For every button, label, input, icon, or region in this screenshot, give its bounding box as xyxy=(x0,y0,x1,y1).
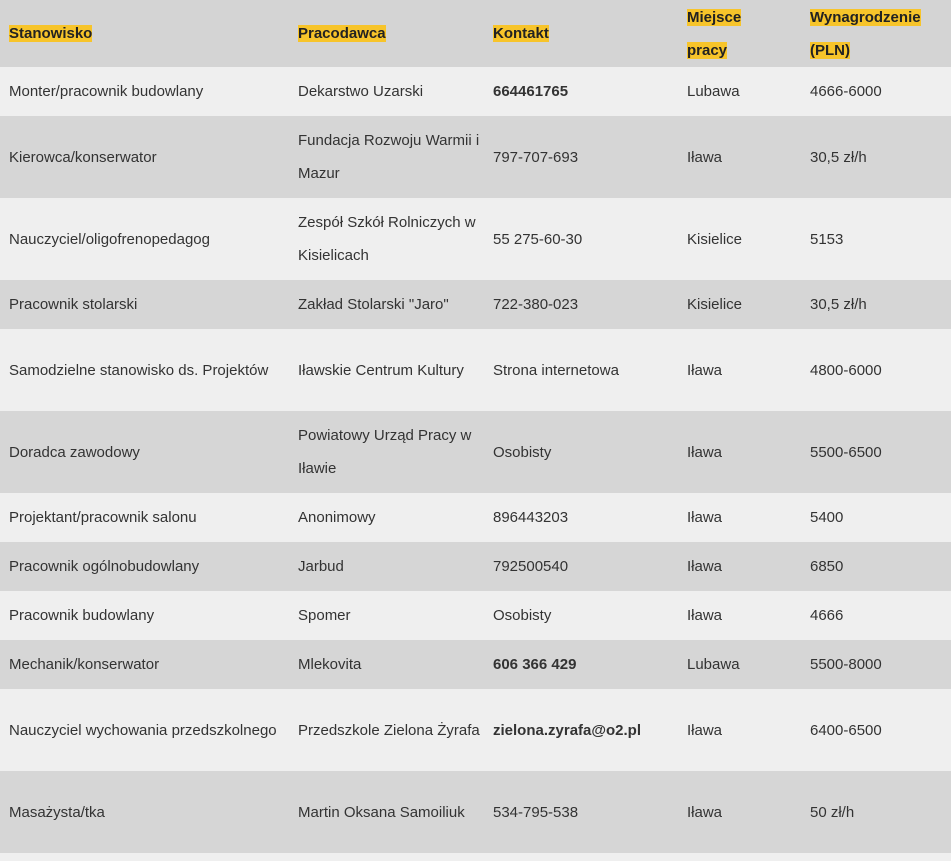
cell-contact: 55 275-60-30 xyxy=(484,198,678,280)
cell-salary: 5500-6500 xyxy=(801,411,951,493)
table-row xyxy=(0,116,951,198)
cell-position: Projektant/pracownik salonu xyxy=(0,493,289,542)
cell-place: Kisielice xyxy=(678,280,801,329)
cell-contact-phone-link[interactable]: 606 366 429 xyxy=(484,640,678,689)
table-row xyxy=(0,591,951,640)
header-row xyxy=(0,0,951,67)
cell-contact-phone-link[interactable]: 664461765 xyxy=(484,67,678,116)
cell-employer: Zespół Szkół Rolniczych w Kisielicach xyxy=(289,198,484,280)
cell-salary: 4666 xyxy=(801,591,951,640)
cell-employer: Mlekovita xyxy=(289,640,484,689)
cell-position: Pracownik stolarski xyxy=(0,280,289,329)
cell-position: Pracownik budowlany xyxy=(0,591,289,640)
cell-employer: Iławskie Centrum Kultury xyxy=(289,329,484,411)
cell-position: Monter/pracownik budowlany xyxy=(0,67,289,116)
header-contact: Kontakt xyxy=(484,0,678,67)
table-row xyxy=(0,198,951,280)
cell-position: Masażysta/tka xyxy=(0,771,289,853)
table-row xyxy=(0,542,951,591)
cell-salary: 5500-8000 xyxy=(801,640,951,689)
cell-salary: 6400-6500 xyxy=(801,689,951,771)
table-row xyxy=(0,689,951,771)
cell-contact: 792500540 xyxy=(484,542,678,591)
cell-position: Pracownik ogólnobudowlany xyxy=(0,542,289,591)
cell-position: Samodzielne stanowisko ds. Projektów xyxy=(0,329,289,411)
cell-position: Mechanik/konserwator xyxy=(0,640,289,689)
cell-position: Nauczyciel/oligofrenopedagog xyxy=(0,198,289,280)
table-row xyxy=(0,771,951,853)
cell-contact: 797-707-693 xyxy=(484,116,678,198)
cell-place: Iława xyxy=(678,116,801,198)
cell-contact: Osobisty xyxy=(484,411,678,493)
cell-contact: Strona internetowa xyxy=(484,329,678,411)
table-row xyxy=(0,493,951,542)
cell-contact: Osobisty xyxy=(484,591,678,640)
cell-salary: 30,5 zł/h xyxy=(801,280,951,329)
header-salary: Wynagrodzenie (PLN) xyxy=(801,0,951,67)
table-row xyxy=(0,329,951,411)
cell-salary: 50 zł/h xyxy=(801,771,951,853)
header-employer: Pracodawca xyxy=(289,0,484,67)
cell-contact: 722-380-023 xyxy=(484,280,678,329)
cell-place: Iława xyxy=(678,493,801,542)
cell-place: Iława xyxy=(678,591,801,640)
table-row xyxy=(0,411,951,493)
cell-position: Kierowca/konserwator xyxy=(0,116,289,198)
table-body xyxy=(0,67,951,861)
cell-position: Doradca zawodowy xyxy=(0,411,289,493)
cell-employer: Zakład Stolarski "Jaro" xyxy=(289,280,484,329)
cell-employer: Jarbud xyxy=(289,542,484,591)
cell-employer: Przedszkole Zielona Żyrafa xyxy=(289,689,484,771)
cell-salary: 5153 xyxy=(801,198,951,280)
cell-place: Iława xyxy=(678,771,801,853)
cell-salary: 6850 xyxy=(801,542,951,591)
cell-place: Iława xyxy=(678,329,801,411)
cell-salary: 5400 xyxy=(801,493,951,542)
cell-place: Lubawa xyxy=(678,640,801,689)
cell-place: Iława xyxy=(678,411,801,493)
cell-contact-email-link[interactable]: zielona.zyrafa@o2.pl xyxy=(484,689,678,771)
cell-place: Iława xyxy=(678,689,801,771)
cell-salary: 4666-6000 xyxy=(801,67,951,116)
cell-position: Nauczyciel wychowania przedszkolnego xyxy=(0,689,289,771)
cell-place: Lubawa xyxy=(678,67,801,116)
table-row xyxy=(0,640,951,689)
cell-contact: 534-795-538 xyxy=(484,771,678,853)
cell-place: Kisielice xyxy=(678,198,801,280)
cell-place: Iława xyxy=(678,542,801,591)
cell-employer: Spomer xyxy=(289,591,484,640)
cell-contact: 896443203 xyxy=(484,493,678,542)
cell-employer: Powiatowy Urząd Pracy w Iławie xyxy=(289,411,484,493)
cell-salary: 4800-6000 xyxy=(801,329,951,411)
cell-employer: Fundacja Rozwoju Warmii i Mazur xyxy=(289,116,484,198)
table-row xyxy=(0,67,951,116)
header-position: Stanowisko xyxy=(0,0,289,67)
table-row xyxy=(0,280,951,329)
cell-employer: Martin Oksana Samoiliuk xyxy=(289,771,484,853)
cell-salary: 30,5 zł/h xyxy=(801,116,951,198)
table-header xyxy=(0,0,951,67)
cell-employer: Anonimowy xyxy=(289,493,484,542)
header-place: Miejsce pracy xyxy=(678,0,801,67)
cell-employer: Dekarstwo Uzarski xyxy=(289,67,484,116)
